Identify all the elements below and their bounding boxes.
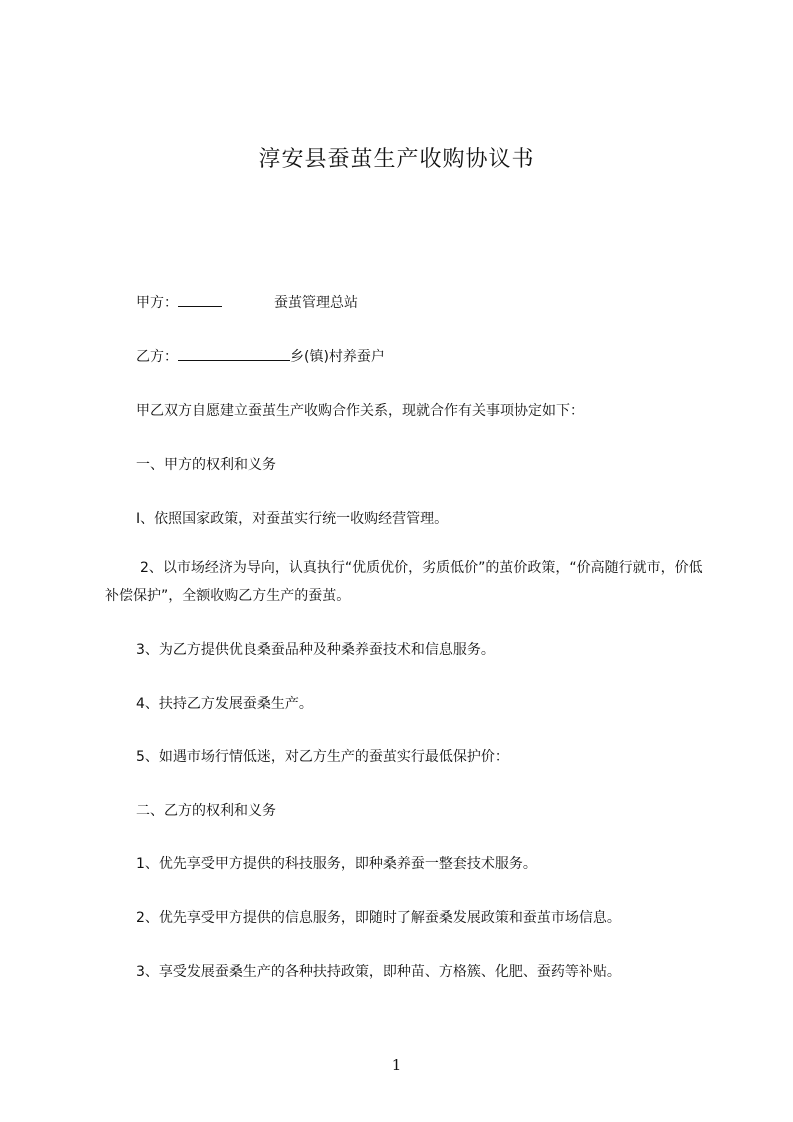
intro-paragraph: 甲乙双方自愿建立蚕茧生产收购合作关系，现就合作有关事项协定如下： [136,403,584,419]
section-a-item-5: 5、如遇市场行情低迷，对乙方生产的蚕茧实行最低保护价： [136,749,509,765]
document-title: 淳安县蚕茧生产收购协议书 [258,147,535,172]
section-b-heading: 二、乙方的权利和义务 [136,803,276,819]
party-a-blank [178,293,222,307]
section-b-item-2: 2、优先享受甲方提供的信息服务，即随时了解蚕桑发展政策和蚕茧市场信息。 [136,910,621,926]
section-a-heading: 一、甲方的权利和义务 [136,457,276,473]
party-a-line [136,292,358,312]
party-b-line [136,346,385,366]
section-a-item-4: 4、扶持乙方发展蚕桑生产。 [136,696,313,712]
section-a-item-2: 2、以市场经济为导向，认真执行“优质优价，劣质低价”的茧价政策，“价高随行就市，价低补偿保护”，全额收购乙方生产的蚕茧。 [105,560,703,604]
page-number: 1 [391,1056,402,1074]
section-b-item-1: 1、优先享受甲方提供的科技服务，即种桑养蚕一整套技术服务。 [136,856,537,872]
section-a-item-3: 3、为乙方提供优良桑蚕品种及种桑养蚕技术和信息服务。 [136,642,495,658]
party-a-label: 甲方： [136,295,178,311]
party-b-label: 乙方： [136,349,178,365]
party-a-name: 蚕茧管理总站 [274,295,358,311]
section-a-item-1: Ⅰ、依照国家政策，对蚕茧实行统一收购经营管理。 [136,511,449,527]
party-b-suffix: 乡(镇)村养蚕户 [290,349,385,365]
section-b-item-3: 3、享受发展蚕桑生产的各种扶持政策，即种苗、方格簇、化肥、蚕药等补贴。 [136,964,621,980]
party-b-blank [178,347,290,361]
